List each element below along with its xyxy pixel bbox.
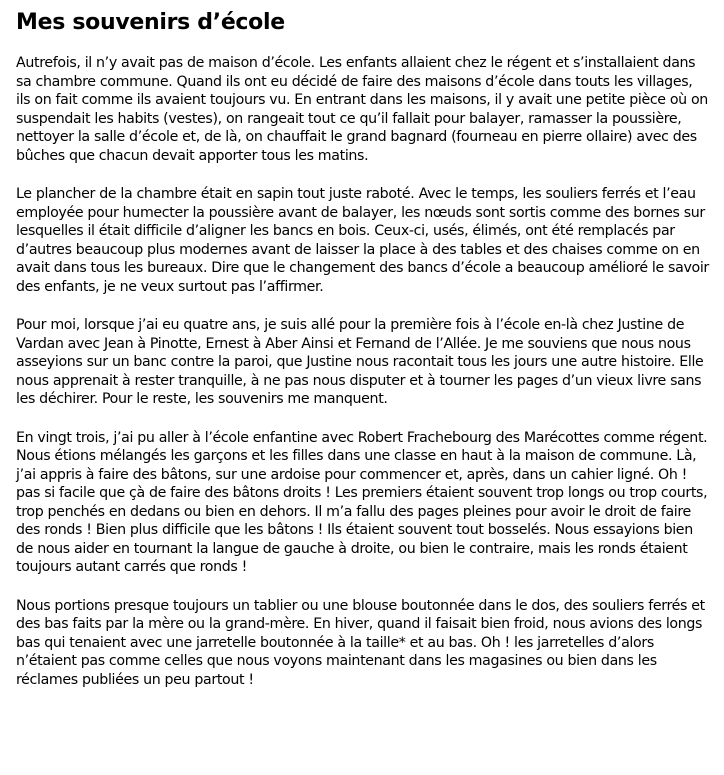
page-title: Mes souvenirs d’école [16, 10, 285, 35]
paragraph-5: Nous portions presque toujours un tablier ou une blouse boutonnée dans le dos, des souliers ferrés et des bas faits par la mère ou la grand-mère. En hiver, quand il faisait bien froid, nous avions des longs bas qui tenaient avec une jarretelle boutonnée à la taille* et au bas. Oh ! les jarretelles d’alors n’étaient pas comme celles que nous voyons maintenant dans les magasines ou bien dans les réclames publiées un peu partout ! [16, 597, 705, 688]
paragraph-2: Le plancher de la chambre était en sapin tout juste raboté. Avec le temps, les souliers ferrés et l’eau employée pour humecter la poussière avant de balayer, les nœuds sont sortis comme des bornes sur lesquelles il était difficile d’aligner les bancs en bois. Ceux-ci, usés, élimés, ont été remplacés par d’autres beaucoup plus modernes avant de laisser la place à des tables et des chaises comme on en avait dans tous les bureaux. Dire que le changement des bancs d’école a beaucoup amélioré le savoir des enfants, je ne veux surtout pas l’affirmer. [16, 186, 709, 295]
document-page [16, 8, 710, 689]
paragraph-4: En vingt trois, j’ai pu aller à l’école enfantine avec Robert Frachebourg des Marécottes comme régent. Nous étions mélangés les garçons et les filles dans une classe en haut à la maison de commune. Là, j’ai appris à faire des bâtons, sur une ardoise pour commencer et, après, dans un cahier ligné. Oh ! pas si facile que çà de faire des bâtons droits ! Les premiers étaient souvent trop longs ou trop courts, trop penchés en dedans ou bien en dehors. Il m’a fallu des pages pleines pour avoir le droit de faire des ronds ! Bien plus difficile que les bâtons ! Ils étaient souvent tout bosselés. Nous essayions bien de nous aider en tournant la langue de gauche à droite, ou bien le contraire, mais les ronds étaient toujours autant carrés que ronds ! [16, 429, 708, 575]
paragraph-1: Autrefois, il n’y avait pas de maison d’école. Les enfants allaient chez le régent et s’installaient dans sa chambre commune. Quand ils ont eu décidé de faire des maisons d’école dans touts les villages, ils on fait comme ils avaient toujours vu. En entrant dans les maisons, il y avait une petite pièce où on suspendait les habits (vestes), on rangeait tout ce qu’il fallait pour balayer, ramasser la poussière, nettoyer la salle d’école et, de là, on chauffait le grand bagnard (fourneau en pierre ollaire) avec des bûches que chacun devait apporter tous les matins. [16, 55, 708, 164]
paragraph-3: Pour moi, lorsque j’ai eu quatre ans, je suis allé pour la première fois à l’école en-là chez Justine de Vardan avec Jean à Pinotte, Ernest à Aber Ainsi et Fernand de l’Allée. Je me souviens que nous nous asseyions sur un banc contre la paroi, que Justine nous racontait tous les jours une autre histoire. Elle nous apprenait à rester tranquille, à ne pas nous disputer et à tourner les pages d’un vieux livre sans les déchirer. Pour le reste, les souvenirs me manquent. [16, 317, 704, 407]
